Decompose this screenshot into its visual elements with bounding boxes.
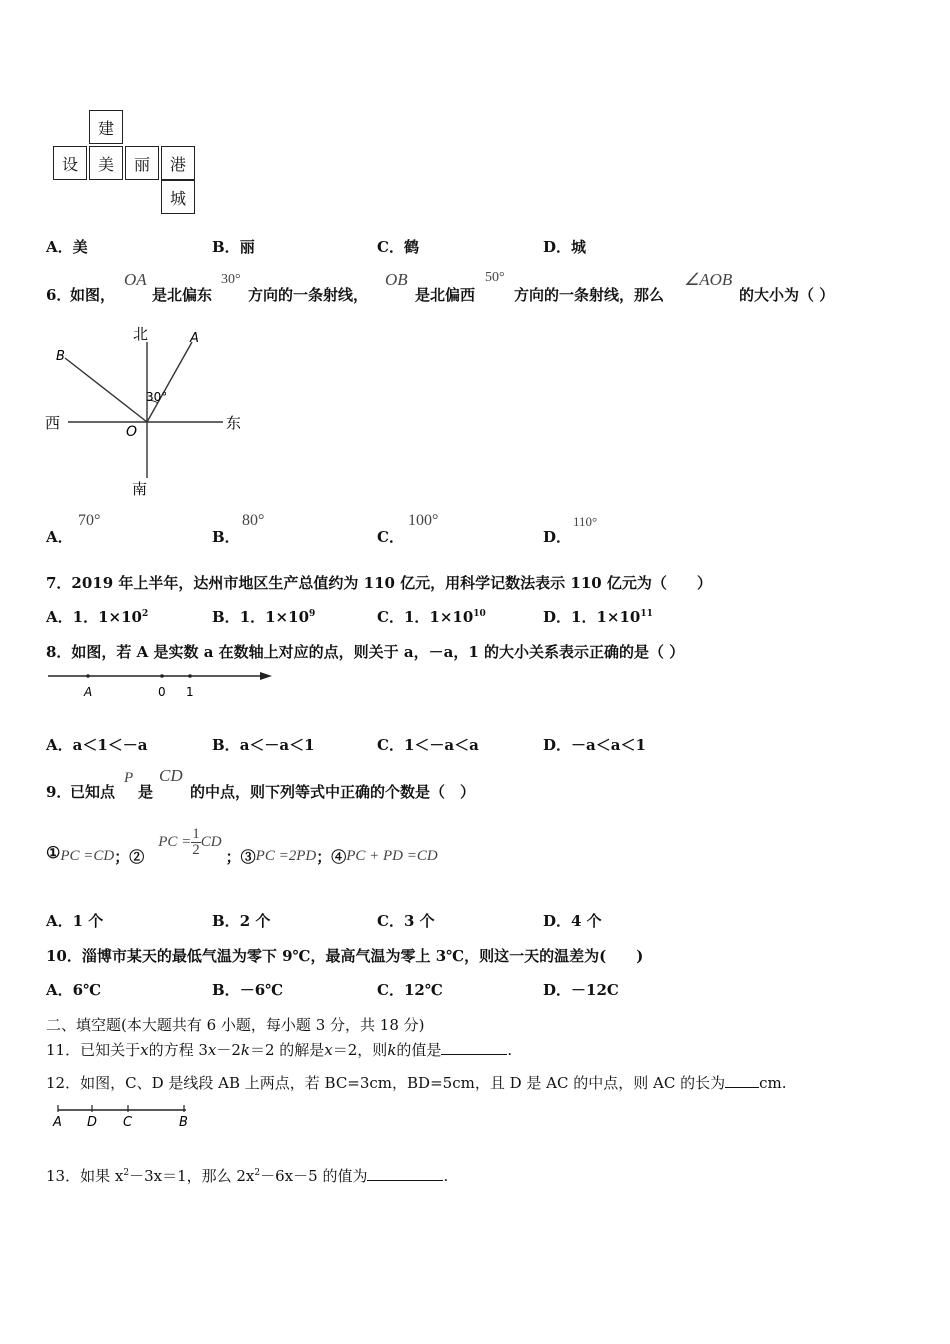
exponent: 11 — [640, 609, 653, 619]
fraction-denominator: 2 — [192, 842, 200, 858]
question-13 — [46, 1165, 448, 1186]
option-text: 1．1×10 — [571, 608, 641, 626]
option-text: a＜－a＜1 — [239, 736, 315, 754]
option-text: 1 个 — [72, 912, 104, 930]
option-c[interactable] — [377, 236, 419, 257]
question-8-text: 8．如图，若 A 是实数 a 在数轴上对应的点，则关于 a，－a，1 的大小关系表示正确的是（ ） — [46, 643, 685, 661]
var-x: x — [207, 1041, 217, 1059]
option-a[interactable] — [46, 979, 101, 1000]
question-text: 13．如果 x — [46, 1167, 124, 1185]
question-10-text: 10．淄博市某天的最低气温为零下 9℃，最高气温为零上 3℃，则这一天的温差为( ) — [46, 947, 644, 965]
option-text: －6℃ — [239, 981, 284, 999]
west-label: 西 — [45, 414, 61, 432]
var-k: k — [240, 1041, 250, 1059]
question-unit: cm. — [759, 1074, 787, 1092]
question-number: 9． — [46, 783, 72, 801]
cube-net-cell: 丽 — [125, 146, 159, 180]
option-letter: D． — [543, 608, 572, 626]
answer-blank[interactable] — [367, 1166, 443, 1181]
option-letter: B． — [212, 736, 240, 754]
label-d: D — [87, 1115, 98, 1130]
math-angle-aob: ∠AOB — [684, 270, 733, 289]
option-text: 丽 — [239, 238, 255, 256]
option-text: －a＜a＜1 — [571, 736, 646, 754]
var-x: x — [324, 1041, 333, 1059]
question-text: －3x＝1，那么 2x — [129, 1167, 255, 1185]
option-d[interactable] — [543, 910, 602, 931]
option-text: 3 个 — [403, 912, 435, 930]
option-letter: D． — [543, 238, 572, 256]
option-d[interactable] — [543, 236, 586, 257]
option-c[interactable] — [377, 979, 443, 1000]
label-a: A — [84, 685, 93, 699]
var-k: k — [387, 1041, 397, 1059]
option-d[interactable] — [543, 979, 619, 1000]
question-text: ＝2 的解是 — [249, 1041, 325, 1059]
question-9-statements — [46, 826, 438, 867]
east-label: 东 — [226, 414, 242, 432]
statement-2-left: PC = — [158, 834, 192, 850]
option-a[interactable] — [46, 236, 88, 257]
exponent: 10 — [473, 609, 486, 619]
question-text: 如图， — [70, 286, 116, 304]
option-letter: D． — [543, 736, 572, 754]
option-text: 6℃ — [72, 981, 102, 999]
option-a[interactable] — [46, 606, 148, 627]
option-a[interactable] — [46, 526, 73, 547]
answer-blank[interactable] — [441, 1040, 507, 1055]
option-d[interactable] — [543, 606, 653, 627]
label-one: 1 — [186, 685, 194, 699]
option-d[interactable] — [543, 734, 646, 755]
exponent: 2 — [141, 609, 149, 619]
var-x: x — [140, 1041, 149, 1059]
label-b: B — [179, 1115, 188, 1130]
question-text: －6x－5 的值为 — [260, 1167, 368, 1185]
arrow-head — [260, 672, 272, 680]
option-text: 1．1×10 — [72, 608, 142, 626]
question-text: 的中点，则下列等式中正确的个数是（ ） — [190, 783, 476, 801]
statement-1: PC =CD — [60, 848, 115, 864]
compass-figure — [40, 320, 260, 500]
label-zero: 0 — [158, 685, 166, 699]
question-text: 12．如图，C、D 是线段 AB 上两点，若 BC=3cm，BD=5cm，且 D 是 AC 的中点，则 AC 的长为 — [46, 1074, 726, 1092]
separator: ；④ — [316, 848, 347, 866]
section-title: 二、填空题(本大题共有 6 小题，每小题 3 分，共 18 分) — [46, 1016, 425, 1034]
option-text: －12C — [571, 981, 619, 999]
option-c[interactable] — [377, 910, 435, 931]
option-b[interactable] — [212, 236, 255, 257]
question-text: 是 — [138, 783, 154, 801]
option-text: 鹤 — [403, 238, 419, 256]
option-letter: D． — [543, 912, 572, 930]
point-a — [86, 674, 90, 678]
option-c[interactable] — [377, 606, 486, 627]
statement-2 — [158, 827, 221, 858]
question-text: 方向的一条射线， — [248, 286, 369, 304]
cube-net-cell: 设 — [53, 146, 87, 180]
point-a-label: A — [190, 331, 199, 346]
statement-2-right: CD — [200, 834, 222, 850]
question-text: 的方程 3 — [148, 1041, 208, 1059]
option-b[interactable] — [212, 734, 315, 755]
option-text: 美 — [72, 238, 88, 256]
question-text: 是北偏西 — [415, 286, 476, 304]
label-a: A — [53, 1115, 62, 1130]
option-b[interactable] — [212, 910, 270, 931]
cube-net-cell: 城 — [161, 180, 195, 214]
option-a[interactable] — [46, 910, 103, 931]
option-a[interactable] — [46, 734, 148, 755]
option-b[interactable] — [212, 526, 240, 547]
ray-oa — [147, 342, 192, 422]
option-text: 城 — [571, 238, 587, 256]
south-label: 南 — [132, 480, 148, 498]
fraction-numerator: 1 — [192, 826, 200, 842]
question-text: －2 — [216, 1041, 241, 1059]
option-text: 2 个 — [239, 912, 271, 930]
question-7-text: 7．2019 年上半年，达州市地区生产总值约为 110 亿元，用科学记数法表示 110 亿元为（ ） — [46, 574, 712, 592]
question-text: 方向的一条射线，那么 — [514, 286, 665, 304]
option-letter: A． — [46, 912, 73, 930]
option-d[interactable] — [543, 526, 571, 547]
question-text: . — [443, 1167, 449, 1185]
option-letter: C． — [377, 981, 404, 999]
cube-net-cell: 建 — [89, 110, 123, 144]
option-c-value: 100° — [408, 512, 439, 529]
option-letter: A． — [46, 608, 73, 626]
point-b-label: B — [56, 349, 65, 364]
question-number: 6． — [46, 286, 72, 304]
option-letter: C． — [377, 608, 404, 626]
option-text: 1＜－a＜a — [403, 736, 479, 754]
option-letter: A． — [46, 736, 73, 754]
option-c[interactable] — [377, 526, 404, 547]
option-b[interactable] — [212, 606, 315, 627]
math-cd: CD — [159, 766, 183, 785]
ray-ob — [65, 358, 147, 422]
option-letter: B． — [212, 608, 240, 626]
option-b-value: 80° — [242, 512, 265, 529]
question-text: 的值是 — [396, 1041, 442, 1059]
fraction-one-half — [191, 827, 201, 858]
cube-net-cell: 港 — [161, 146, 195, 180]
label-c: C — [123, 1115, 133, 1130]
option-text: 1．1×10 — [403, 608, 474, 626]
option-letter: C． — [377, 736, 404, 754]
question-text: 的大小为（ ） — [739, 286, 835, 304]
question-text: ＝2，则 — [332, 1041, 388, 1059]
option-letter: B． — [212, 238, 240, 256]
math-ob: OB — [385, 270, 408, 289]
answer-blank[interactable] — [725, 1073, 759, 1088]
statement-4: PC + PD =CD — [346, 848, 438, 864]
exponent: 2 — [123, 1168, 130, 1178]
separator: ；③ — [225, 848, 256, 866]
math-oa: OA — [124, 270, 147, 289]
option-letter: A． — [46, 981, 73, 999]
option-letter: B． — [212, 981, 240, 999]
statement-3: PC =2PD — [255, 848, 317, 864]
option-text: 4 个 — [571, 912, 602, 930]
math-p: P — [124, 770, 134, 786]
option-letter: B． — [212, 528, 240, 546]
math-angle: 50° — [485, 270, 505, 285]
option-d-value: 110° — [573, 514, 598, 529]
option-letter: C． — [377, 528, 404, 546]
separator: ；② — [114, 848, 145, 866]
math-angle: 30° — [221, 272, 241, 287]
question-text: 11．已知关于 — [46, 1041, 141, 1059]
option-text: 1．1×10 — [239, 608, 310, 626]
statement-1-mark: ① — [46, 843, 61, 862]
question-11 — [46, 1039, 512, 1060]
option-letter: D． — [543, 981, 572, 999]
point-zero — [160, 674, 164, 678]
cube-net-cell: 美 — [89, 146, 123, 180]
angle-label: 30° — [146, 390, 168, 404]
option-a-value: 70° — [78, 512, 101, 529]
option-letter: B． — [212, 912, 240, 930]
question-text: 已知点 — [70, 783, 116, 801]
option-letter: C． — [377, 238, 404, 256]
north-label: 北 — [133, 325, 149, 343]
option-c[interactable] — [377, 734, 479, 755]
option-letter: A． — [46, 528, 73, 546]
option-b[interactable] — [212, 979, 283, 1000]
option-letter: C． — [377, 912, 404, 930]
option-letter: A． — [46, 238, 73, 256]
question-text: 是北偏东 — [152, 286, 213, 304]
number-line-figure — [44, 666, 278, 702]
segment-figure — [48, 1100, 198, 1130]
option-text: 12℃ — [403, 981, 443, 999]
option-text: a＜1＜－a — [72, 736, 148, 754]
point-one — [188, 674, 192, 678]
exponent: 9 — [309, 609, 316, 619]
question-text: . — [507, 1041, 513, 1059]
option-letter: D． — [543, 528, 572, 546]
question-12 — [46, 1072, 786, 1093]
point-o-label: O — [126, 424, 138, 440]
exponent: 2 — [254, 1168, 261, 1178]
